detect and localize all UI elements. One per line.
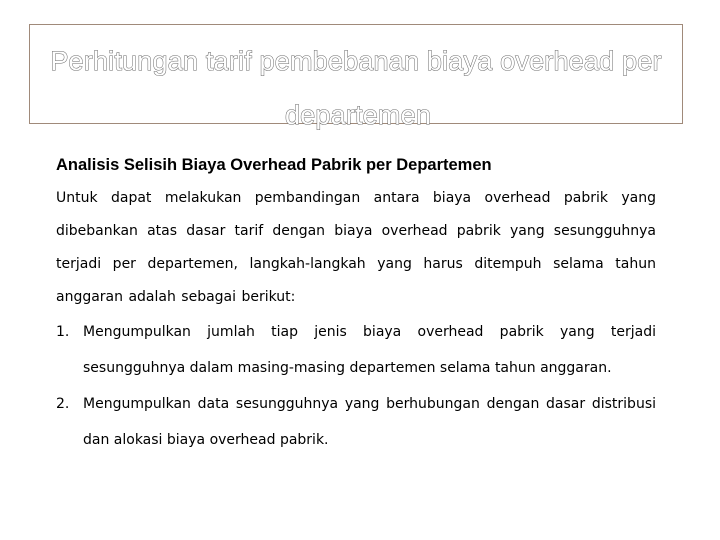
paragraph-line: terjadi per departemen, langkah-langkah yang harus ditempuh selama tahun: [56, 256, 656, 272]
list-item-line: dan alokasi biaya overhead pabrik.: [83, 432, 329, 448]
intro-paragraph: [56, 182, 656, 314]
list-item: [56, 386, 656, 458]
steps-list: [56, 314, 656, 458]
slide-title-line-2: departemen: [284, 100, 432, 130]
paragraph-line: anggaran adalah sebagai berikut:: [56, 289, 296, 305]
list-item: [56, 314, 656, 386]
paragraph-line: dibebankan atas dasar tarif dengan biaya overhead pabrik yang sesungguhnya: [56, 223, 656, 239]
list-item-line: Mengumpulkan data sesungguhnya yang berhubungan dengan dasar distribusi: [83, 396, 656, 412]
list-item-number: 1.: [56, 324, 70, 340]
list-item-line: Mengumpulkan jumlah tiap jenis biaya overhead pabrik yang terjadi: [83, 324, 656, 340]
list-item-number: 2.: [56, 396, 70, 412]
paragraph-line: Untuk dapat melakukan pembandingan antara biaya overhead pabrik yang: [56, 190, 656, 206]
slide-title-line-1: Perhitungan tarif pembebanan biaya overhead per: [50, 46, 662, 76]
section-heading: Analisis Selisih Biaya Overhead Pabrik per Departemen: [56, 156, 492, 174]
list-item-line: sesungguhnya dalam masing-masing departemen selama tahun anggaran.: [83, 360, 612, 376]
title-box: [29, 24, 683, 130]
slide-content: [56, 150, 656, 458]
